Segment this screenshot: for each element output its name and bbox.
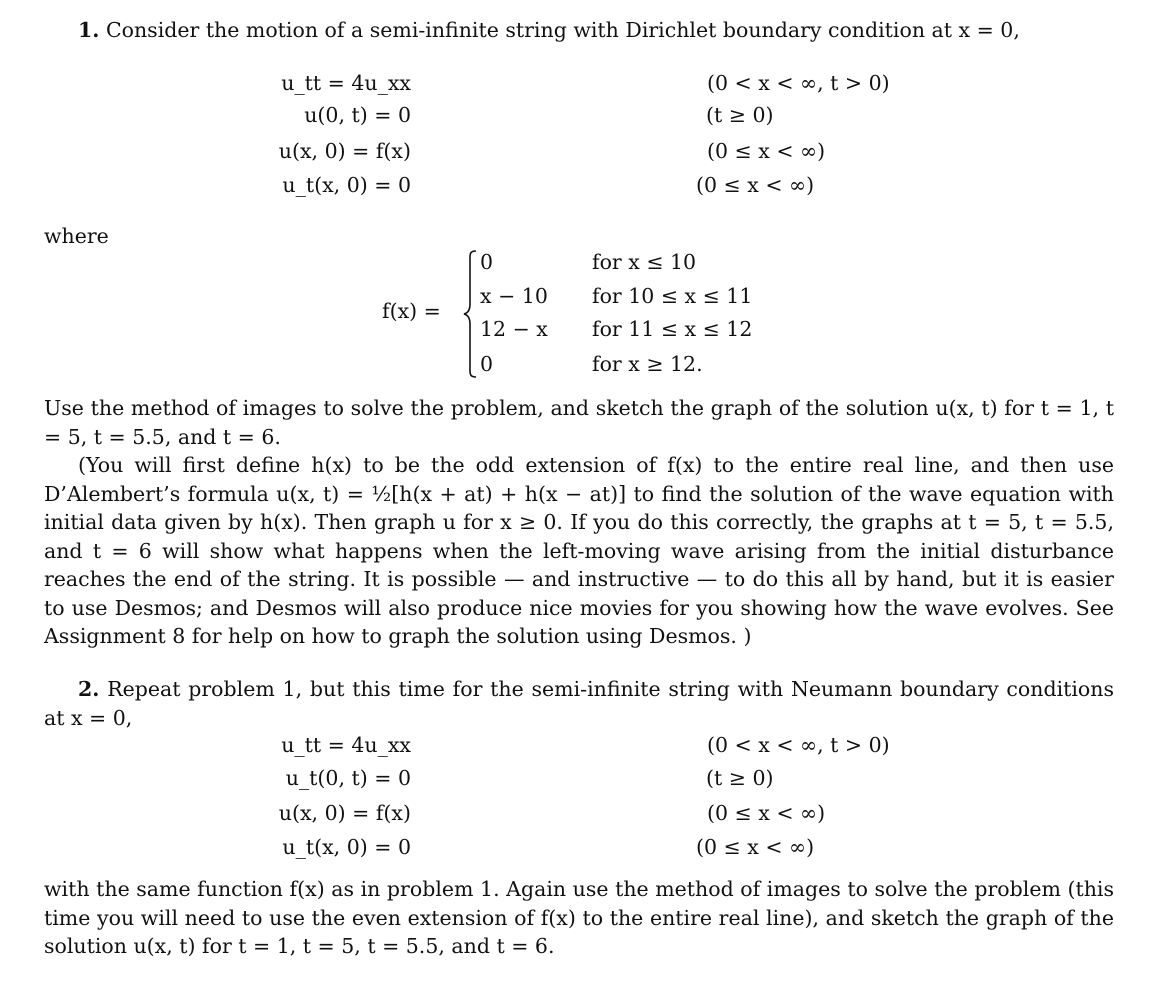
problem-1-paragraph-2: (You will first define h(x) to be the odd extension of f(x) to the entire real line, and then use D’Alembert’s formula u(x, t) = ½[h(x + at) + h(x − at)] to find the solution of the wave equation with initial data given by h(x). Then graph u for x ≥ 0. If you do this correctly, the graphs at t = 5, t = 5.5, and t = 6 will show what happens when the left-moving wave arising from the initial disturbance reaches the end of the string. It is possible — and instructive — to do this all by hand, but it is easier to use Desmos; and Desmos will also produce nice movies for you showing how the wave evolves. See Assignment 8 for help on how to graph the solution using Desmos. ) [44, 453, 1114, 648]
case-1-cond: for x ≤ 10 [592, 250, 697, 274]
p1-eq-1-rhs: (0 < x < ∞, t > 0) [707, 71, 890, 95]
case-1-expr: 0 [480, 250, 494, 274]
p2-eq-3-lhs: u(x, 0) = f(x) [278, 801, 411, 825]
problem-2-intro [44, 675, 1114, 732]
problem-2-intro-text: Repeat problem 1, but this time for the semi-infinite string with Neumann boundary conditions at x = 0, [44, 677, 1114, 730]
problem-1-paragraph-1: Use the method of images to solve the problem, and sketch the graph of the solution u(x, t) for t = 1, t = 5, t = 5.5, and t = 6. [44, 396, 1114, 449]
case-4-cond: for x ≥ 12. [592, 352, 703, 376]
p2-eq-2-lhs: u_t(0, t) = 0 [285, 766, 411, 790]
p1-eq-2-lhs: u(0, t) = 0 [304, 103, 411, 127]
where-label: where [44, 224, 109, 248]
p1-eq-3-rhs: (0 ≤ x < ∞) [707, 139, 826, 163]
left-brace-icon [463, 250, 477, 378]
p2-eq-2-rhs: (t ≥ 0) [706, 766, 774, 790]
case-2-cond: for 10 ≤ x ≤ 11 [592, 284, 753, 308]
p1-eq-4-lhs: u_t(x, 0) = 0 [282, 173, 411, 197]
p1-eq-4-rhs: (0 ≤ x < ∞) [696, 173, 815, 197]
case-4-expr: 0 [480, 352, 494, 376]
case-3-expr: 12 − x [480, 317, 548, 341]
case-2-expr: x − 10 [480, 284, 548, 308]
p2-eq-1-rhs: (0 < x < ∞, t > 0) [707, 733, 890, 757]
case-3-cond: for 11 ≤ x ≤ 12 [592, 317, 753, 341]
f-label: f(x) = [382, 299, 441, 323]
p2-eq-4-lhs: u_t(x, 0) = 0 [282, 835, 411, 859]
problem-1-number: 1. [78, 18, 100, 42]
problem-2-number: 2. [78, 677, 100, 701]
p2-eq-1-lhs: u_tt = 4u_xx [281, 733, 411, 757]
problem-2-paragraph: with the same function f(x) as in problem 1. Again use the method of images to solve the problem (this time you will need to use the even extension of f(x) to the entire real line), and sketch the graph of the solution u(x, t) for t = 1, t = 5, t = 5.5, and t = 6. [44, 877, 1114, 958]
p1-eq-2-rhs: (t ≥ 0) [706, 103, 774, 127]
problem-1-intro [78, 16, 1020, 45]
p1-eq-1-lhs: u_tt = 4u_xx [281, 71, 411, 95]
p1-eq-3-lhs: u(x, 0) = f(x) [278, 139, 411, 163]
p2-eq-3-rhs: (0 ≤ x < ∞) [707, 801, 826, 825]
problem-1-intro-text: Consider the motion of a semi-infinite string with Dirichlet boundary condition at x = 0, [105, 18, 1020, 42]
p2-eq-4-rhs: (0 ≤ x < ∞) [696, 835, 815, 859]
